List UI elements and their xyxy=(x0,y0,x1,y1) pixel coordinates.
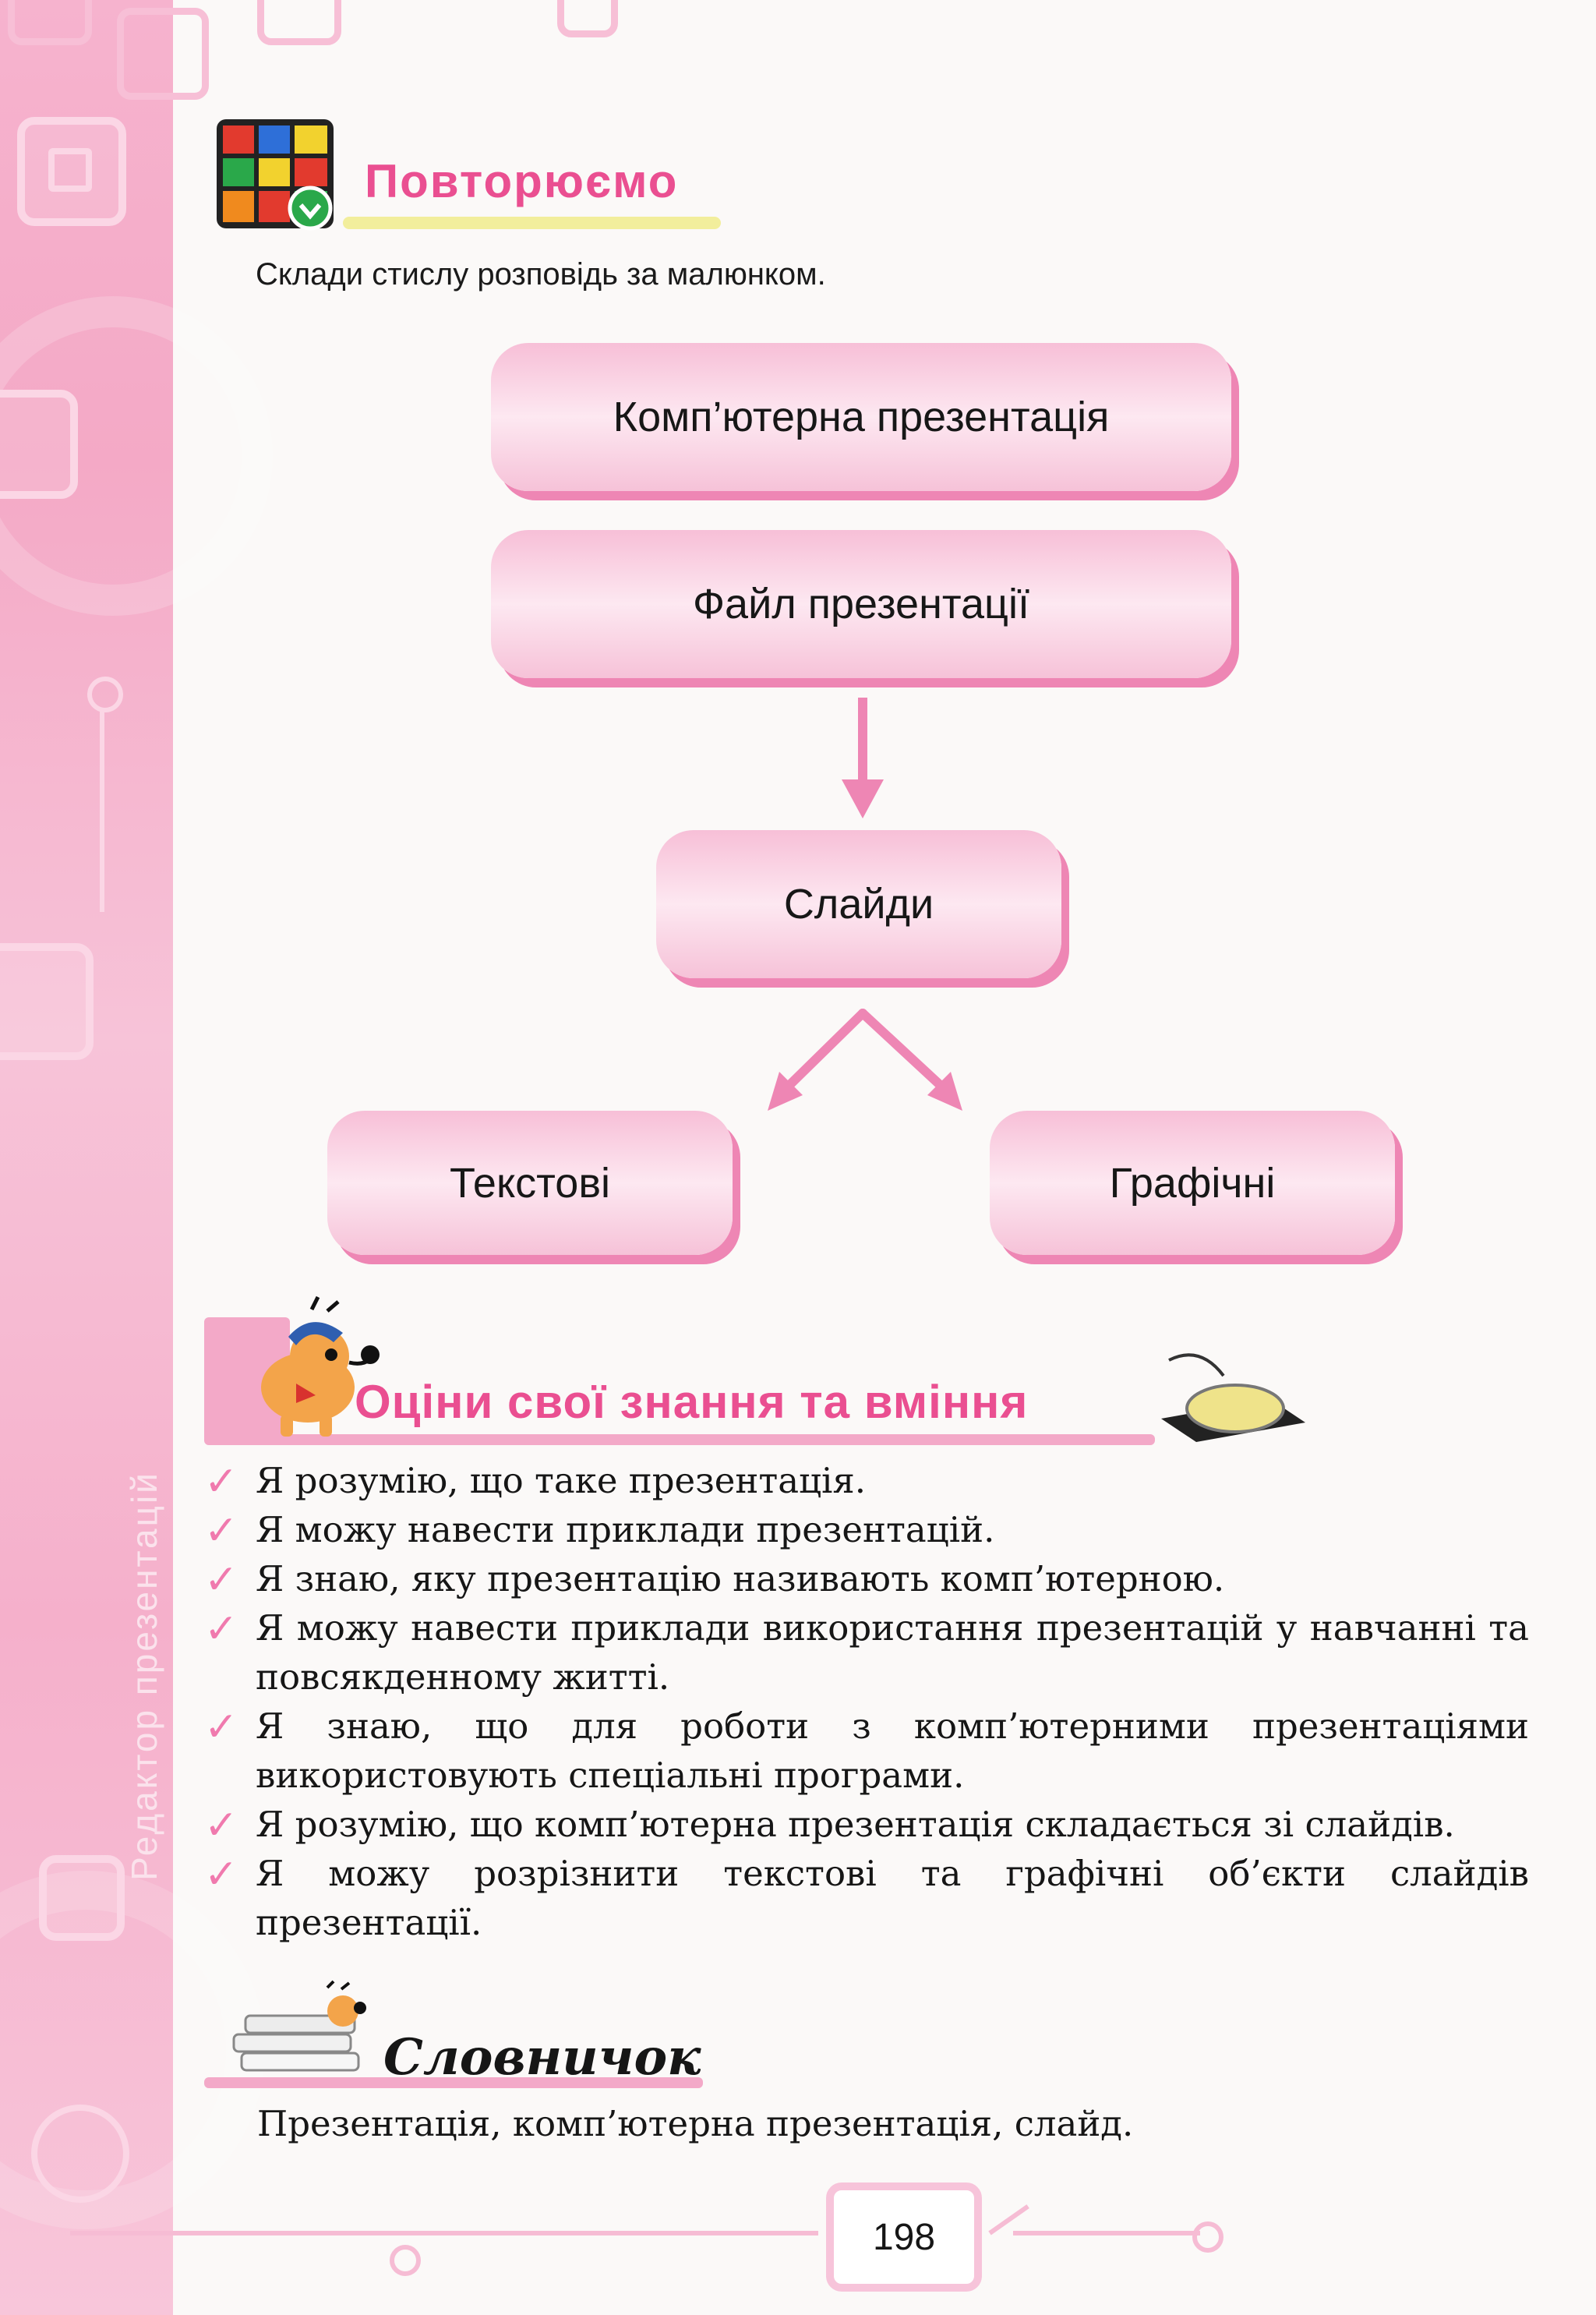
instruction-text: Склади стислу розповідь за малюнком. xyxy=(256,257,826,292)
check-icon: ✓ xyxy=(204,1557,238,1603)
footer-line xyxy=(70,2231,818,2235)
list-item: ✓ Я знаю, яку презентацію називають комп’ютерною. xyxy=(204,1557,1225,1603)
glossary-text: Презентація, комп’ютерна презентація, слайд. xyxy=(257,2103,1134,2144)
footer-dot xyxy=(390,2245,421,2276)
list-item: ✓ Я можу розрізнити текстові та графічні об’єкти слайдів презентації. xyxy=(204,1851,1529,1943)
list-item: ✓ Я розумію, що комп’ютерна презентація складається зі слайдів. xyxy=(204,1802,1455,1849)
spine-text: Редактор презентацій xyxy=(124,1471,165,1881)
diagram-node-slides: Слайди xyxy=(656,830,1061,978)
page-number: 198 xyxy=(826,2182,982,2292)
computer-mouse-icon xyxy=(1153,1345,1309,1446)
list-item: ✓ Я знаю, що для роботи з комп’ютерними презентаціями використовують спеціальні програми. xyxy=(204,1704,1529,1796)
footer-dot xyxy=(1192,2221,1223,2253)
check-icon: ✓ xyxy=(204,1507,238,1554)
diagram-node-presentation-file: Файл презентації xyxy=(491,530,1231,678)
check-icon: ✓ xyxy=(204,1704,238,1751)
section-title-glossary: Словничок xyxy=(383,2028,701,2087)
list-item: ✓ Я можу навести приклади використання презентацій у навчанні та повсякденному житті. xyxy=(204,1606,1529,1698)
diagram-node-text: Текстові xyxy=(327,1111,733,1255)
check-icon: ✓ xyxy=(204,1606,238,1652)
self-assessment-list xyxy=(204,1456,1529,1947)
arrow-split xyxy=(783,1013,947,1091)
books-icon xyxy=(226,1980,382,2081)
list-item: ✓ Я можу навести приклади презентацій. xyxy=(204,1507,995,1554)
check-icon: ✓ xyxy=(204,1458,238,1505)
check-icon: ✓ xyxy=(204,1802,238,1849)
section-title-evaluation: Оціни свої знання та вміння xyxy=(355,1376,1029,1428)
section-title-review: Повторюємо xyxy=(365,155,679,207)
diagram-node-computer-presentation: Комп’ютерна презентація xyxy=(491,343,1231,491)
diagram-node-graphic: Графічні xyxy=(990,1111,1395,1255)
list-item: ✓ Я розумію, що таке презентація. xyxy=(204,1458,867,1505)
footer-line xyxy=(1013,2231,1200,2235)
arrow-down xyxy=(842,698,884,818)
check-icon: ✓ xyxy=(204,1851,238,1898)
